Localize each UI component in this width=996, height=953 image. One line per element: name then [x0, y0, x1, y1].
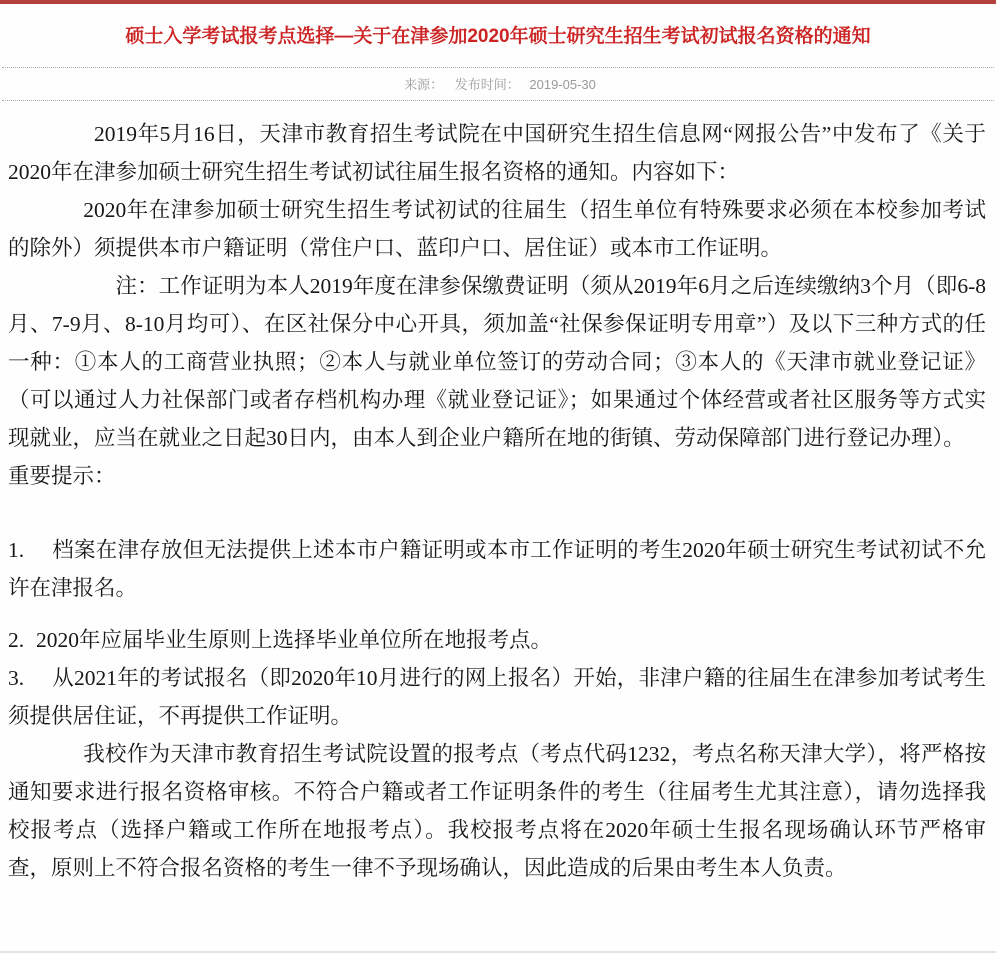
paragraph-intro: 2019年5月16日，天津市教育招生考试院在中国研究生招生信息网“网报公告”中发布了《关于2020年在津参加硕士研究生招生考试初试往届生报名资格的通知。内容如下： [8, 122, 986, 185]
list-item [8, 531, 986, 607]
article-body [0, 101, 996, 887]
important-notice-list [8, 531, 986, 735]
publish-date: 2019-05-30 [529, 77, 596, 93]
list-item-number: 3. [8, 666, 25, 691]
list-item-number: 2. [8, 628, 25, 653]
list-item-text: 从2021年的考试报名（即2020年10月进行的网上报名）开始，非津户籍的往届生在津参加考试考生须提供居住证，不再提供工作证明。 [8, 666, 986, 729]
publish-time-label: 发布时间： [454, 77, 520, 93]
paragraph-note: 注：工作证明为本人2019年度在津参保缴费证明（须从2019年6月之后连续缴纳3个月（即6-8月、7-9月、8-10月均可）、在区社保分中心开具，须加盖“社保参保证明专用章”）及以下三种方式的任一种：①本人的工商营业执照；②本人与就业单位签订的劳动合同；③本人的《天津市就业登记证》（可以通过人力社保部门或者存档机构办理《就业登记证》；如果通过个体经营或者社区服务等方式实现就业，应当在就业之日起30日内，由本人到企业户籍所在地的街镇、劳动保障部门进行登记办理）。 [8, 274, 986, 451]
article-header [0, 17, 996, 102]
list-item [8, 621, 986, 659]
list-item-text: 2020年应届毕业生原则上选择毕业单位所在地报考点。 [35, 628, 552, 653]
source-label: 来源： [404, 77, 444, 93]
page-title: 硕士入学考试报考点选择—关于在津参加2020年硕士研究生招生考试初试报名资格的通知 [125, 25, 871, 47]
list-item-number: 1. [8, 538, 25, 563]
paragraph-requirement: 2020年在津参加硕士研究生招生考试初试的往届生（招生单位有特殊要求必须在本校参加考试的除外）须提供本市户籍证明（常住户口、蓝印户口、居住证）或本市工作证明。 [8, 198, 986, 261]
list-item [8, 659, 986, 735]
list-item-text: 档案在津存放但无法提供上述本市户籍证明或本市工作证明的考生2020年硕士研究生考试初试不允许在津报名。 [8, 538, 986, 601]
article-meta-bar [0, 68, 996, 100]
important-notice-heading: 重要提示： [8, 464, 116, 489]
paragraph-closing: 我校作为天津市教育招生考试院设置的报考点（考点代码1232，考点名称天津大学），将严格按通知要求进行报名资格审核。不符合户籍或者工作证明条件的考生（往届考生尤其注意），请勿选择我校报考点（选择户籍或工作所在地报考点）。我校报考点将在2020年硕士生报名现场确认环节严格审查，原则上不符合报名资格的考生一律不予现场确认，因此造成的后果由考生本人负责。 [8, 742, 986, 881]
